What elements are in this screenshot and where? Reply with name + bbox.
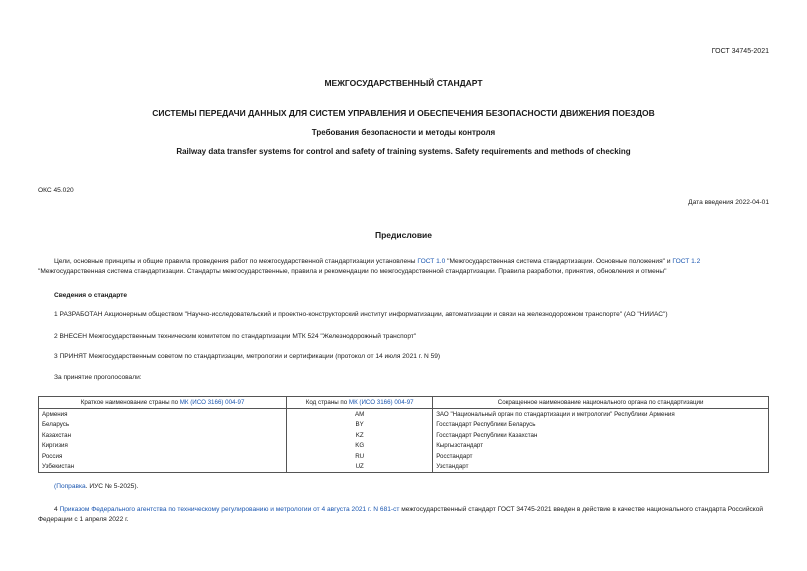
- country-code-cell: UZ: [287, 462, 433, 473]
- foreword-text-a: Цели, основные принципы и общие правила проведения работ по межгосударственной стандартизации установлены: [54, 258, 418, 265]
- table-header-row: [39, 397, 769, 409]
- adopted-by-paragraph: 3 ПРИНЯТ Межгосударственным советом по стандартизации, метрологии и сертификации (протокол от 14 июля 2021 г. N 59): [54, 353, 441, 360]
- document-title: СИСТЕМЫ ПЕРЕДАЧИ ДАННЫХ ДЛЯ СИСТЕМ УПРАВЛЕНИЯ И ОБЕСПЕЧЕНИЯ БЕЗОПАСНОСТИ ДВИЖЕНИЯ ПОЕЗДОВ: [152, 108, 655, 118]
- foreword-text-b: "Межгосударственная система стандартизации. Основные положения" и: [445, 258, 673, 265]
- standard-info-heading: Сведения о стандарте: [54, 292, 128, 299]
- table-row: [39, 420, 769, 431]
- foreword-text-c: "Межгосударственная система стандартизации. Стандарты межгосударственные, правила и рекомендации по межгосударственной стандартизации. Правила разработки, принятия, обновления и отмены": [38, 268, 667, 275]
- order-rest: межгосударственный стандарт ГОСТ 34745-2021 введен в действие в качестве национального стандарта Российской Федерации с 1 апреля 2022 г.: [38, 506, 764, 523]
- amendment-note: [54, 483, 138, 490]
- column-header-country: [39, 397, 287, 409]
- standards-body-cell: ЗАО "Национальный орган по стандартизации и метрологии" Республики Армения: [433, 409, 769, 420]
- document-subtitle: Требования безопасности и методы контроля: [311, 128, 496, 137]
- standard-type-heading: МЕЖГОСУДАРСТВЕННЫЙ СТАНДАРТ: [324, 78, 483, 88]
- table-row: [39, 462, 769, 473]
- amendment-rest: . ИУС № 5-2025).: [85, 483, 139, 490]
- table-row: [39, 430, 769, 441]
- countries-table: [38, 396, 769, 473]
- column-header-country-text: Краткое наименование страны по: [80, 399, 180, 406]
- country-code-cell: KG: [287, 441, 433, 452]
- country-code-cell: BY: [287, 420, 433, 431]
- standards-body-cell: Узстандарт: [433, 462, 769, 473]
- country-code-cell: KZ: [287, 430, 433, 441]
- intro-date: Дата введения 2022-04-01: [688, 199, 769, 206]
- developed-by-paragraph: 1 РАЗРАБОТАН Акционерным обществом "Научно-исследовательский и проектно-конструкторский институт информатизации, автоматизации и связи на железнодорожном транспорте" (АО "НИИАС"): [54, 311, 668, 318]
- amendment-link[interactable]: Поправка: [56, 483, 86, 490]
- column-header-standards-body: Сокращенное наименование национального органа по стандартизации: [433, 397, 769, 409]
- order-number: 4: [54, 506, 60, 513]
- document-title-english: Railway data transfer systems for control and safety of training systems. Safety requirements and methods of checking: [176, 147, 631, 156]
- introduced-by-paragraph: 2 ВНЕСЕН Межгосударственным техническим комитетом по стандартизации МТК 524 "Железнодорожный транспорт": [54, 333, 417, 340]
- table-row: [39, 409, 769, 420]
- table-row: [39, 441, 769, 452]
- mk-iso-link[interactable]: МК (ИСО 3166) 004-97: [179, 399, 245, 406]
- standards-body-cell: Госстандарт Республики Беларусь: [433, 420, 769, 431]
- order-link[interactable]: Приказом Федерального агентства по техническому регулированию и метрологии от 4 августа 2021 г. N 681-ст: [59, 506, 400, 513]
- country-cell: Киргизия: [39, 441, 287, 452]
- country-cell: Беларусь: [39, 420, 287, 431]
- foreword-paragraph: [38, 257, 769, 277]
- document-code: ГОСТ 34745-2021: [711, 48, 769, 55]
- voted-label: За принятие проголосовали:: [54, 374, 142, 381]
- foreword-heading: Предисловие: [374, 230, 433, 240]
- column-header-code: [287, 397, 433, 409]
- country-cell: Россия: [39, 451, 287, 462]
- mk-iso-link[interactable]: МК (ИСО 3166) 004-97: [348, 399, 414, 406]
- country-cell: Казахстан: [39, 430, 287, 441]
- standards-body-cell: Кыргызстандарт: [433, 441, 769, 452]
- standards-body-cell: Росстандарт: [433, 451, 769, 462]
- gost-1-0-link[interactable]: ГОСТ 1.0: [417, 258, 446, 265]
- table-row: [39, 451, 769, 462]
- oks-code: ОКС 45.020: [38, 187, 74, 194]
- country-code-cell: RU: [287, 451, 433, 462]
- country-cell: Армения: [39, 409, 287, 420]
- amendment-open-paren: (: [54, 483, 57, 490]
- column-header-code-text: Код страны по: [305, 399, 349, 406]
- country-code-cell: AM: [287, 409, 433, 420]
- country-cell: Узбекистан: [39, 462, 287, 473]
- gost-1-2-link[interactable]: ГОСТ 1.2: [672, 258, 701, 265]
- order-paragraph: [38, 505, 769, 525]
- standards-body-cell: Госстандарт Республики Казахстан: [433, 430, 769, 441]
